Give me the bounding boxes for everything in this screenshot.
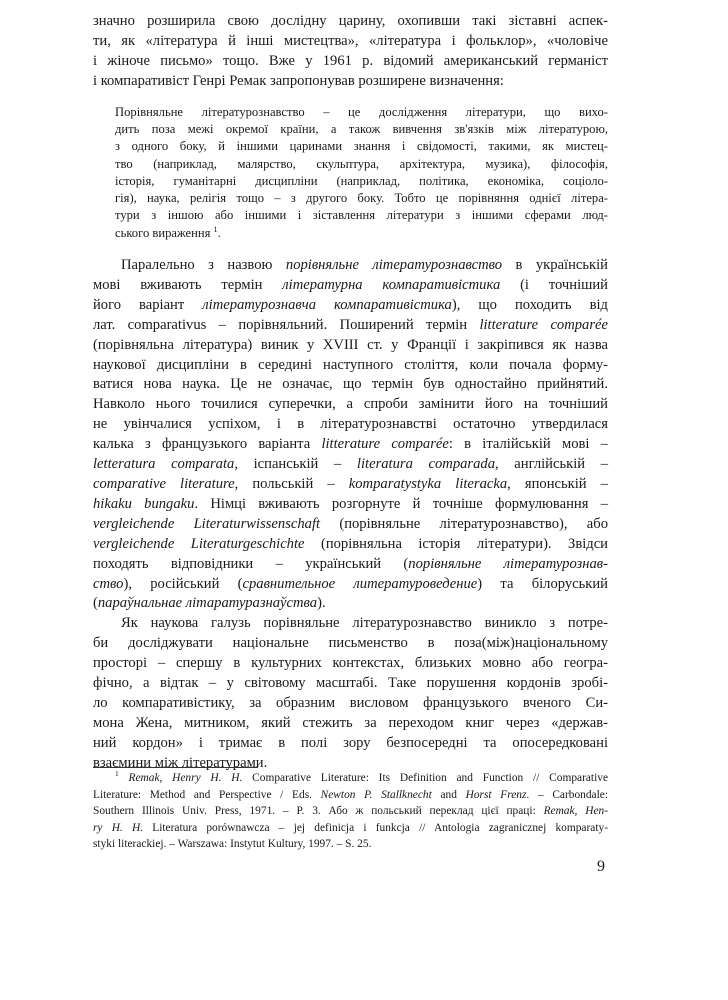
text-line: hikaku bungaku. Німці вживають розгорнуте й точніше формулювання – bbox=[93, 495, 608, 512]
text-line: ватися нова наука. Це не означає, що термін був одностайно прийнятий. bbox=[93, 376, 608, 393]
quote-line: тво (наприклад, малярство, скульптура, архітектура, музика), філософія, bbox=[115, 156, 608, 171]
text-line: його варіант літературознавча компаративістика), що походить від bbox=[93, 296, 608, 313]
text-line: Навколо нього точилися суперечки, а спроби замінити його на точніший bbox=[93, 396, 608, 413]
quote-punct: . bbox=[217, 225, 221, 240]
text-line: мона Жена, митником, який стежить за переходом книг через «держав- bbox=[93, 714, 608, 731]
footnote-reference: 1 bbox=[213, 224, 218, 234]
text-line: Паралельно з назвою порівняльне літературознавство в українській bbox=[121, 257, 608, 273]
quote-line: історія, гуманітарні дисципліни (наприклад, політика, економіка, соціоло- bbox=[115, 173, 608, 188]
text-line: калька з французького варіанта litterature comparée: в італійській мові – bbox=[93, 436, 608, 453]
text-line: просторі – спершу в культурних контекстах, близьких мовно або геогра- bbox=[93, 655, 608, 672]
text-line: ство), російський (сравнительное литературоведение) та білоруський bbox=[93, 575, 608, 592]
text-line: походять відповідники – український (порівняльне літературознав- bbox=[93, 555, 608, 572]
text-line: ти, як «література й інші мистецтва», «література і фольклор», «чоловіче bbox=[93, 32, 608, 49]
footnote-number: 1 bbox=[115, 769, 119, 779]
paragraph-continued bbox=[93, 12, 608, 92]
quote-line: дить поза межі окремої країни, а також вивчення зв'язків між літературою, bbox=[115, 121, 608, 136]
footnote-line: Southern Illinois Univ. Press, 1971. – P. 3. Або ж польський переклад цієї праці: Remak, Hen- bbox=[93, 805, 608, 818]
text-line: comparative literature, польській – komparatystyka literacka, японській – bbox=[93, 475, 608, 492]
text-line: (параўнальнае літаратуразнаўства). bbox=[93, 595, 326, 612]
text-line: фічно, а відтак – у світовому масштабі. Таке порушення кордонів зробі- bbox=[93, 675, 608, 692]
text-line: vergleichende Literaturwissenschaft (порівняльне літературознавство), або bbox=[93, 515, 608, 532]
text-line: би досліджувати національне письменство в поза(між)національному bbox=[93, 635, 608, 652]
text-line: і компаративіст Генрі Ремак запропонував розширене визначення: bbox=[93, 72, 504, 89]
quote-line: тури з іншою або іншими і зіставлення літератури з іншими сферами люд- bbox=[115, 208, 608, 223]
quote-line bbox=[115, 225, 608, 242]
text-line: ний кордон» і тримає в полі зору безпосередні та опосередковані bbox=[93, 734, 608, 751]
text-line: значно розширила свою дослідну царину, охопивши такі зіставні аспек- bbox=[93, 13, 608, 29]
footnote-line: styki literackiej. – Warszawa: Instytut Kultury, 1997. – S. 25. bbox=[93, 838, 372, 851]
text-line: наукової дисципліни в середині наступного століття, коли почала форму- bbox=[93, 356, 608, 373]
footnote-line: Literature: Method and Perspective / Eds. Newton P. Stallknecht and Horst Frenz. – Carbondale: bbox=[93, 788, 608, 801]
quote-line: з одного боку, й іншими царинами знання і свідомості, такими, як мистец- bbox=[115, 139, 608, 154]
footnote bbox=[93, 770, 608, 853]
text-line: Як наукова галузь порівняльне літературознавство виникло з потре- bbox=[121, 615, 608, 632]
block-quote bbox=[115, 104, 608, 242]
text-line: лат. comparativus – порівняльний. Поширений термін litterature comparée bbox=[93, 316, 608, 333]
footnote-divider bbox=[93, 767, 258, 768]
footnote-line: ry H. H. Literatura porównawcza – jej definicja i funkcja // Antologia zagranicznej komparaty- bbox=[93, 821, 608, 834]
quote-line: Порівняльне літературознавство – це дослідження літератури, що вихо- bbox=[115, 104, 608, 119]
page-number: 9 bbox=[597, 858, 605, 875]
text-line: vergleichende Literaturgeschichte (порівняльна історія літератури). Звідси bbox=[93, 535, 608, 552]
text-line: не увінчалися успіхом, і в літературознавстві остаточно утвердилася bbox=[93, 416, 608, 433]
paragraph-terminology bbox=[93, 256, 608, 614]
quote-text: ського вираження bbox=[115, 225, 211, 240]
footnote-line: $^1$ Remak, Henry H. H. Comparative Literature: Its Definition and Function // Comparative bbox=[115, 769, 608, 784]
paragraph-history bbox=[93, 614, 608, 773]
text-line: (порівняльна література) виник у XVIII ст. у Франції і закріпився як назва bbox=[93, 336, 608, 353]
text-line: letteratura comparata, іспанській – literatura comparada, англійській – bbox=[93, 456, 609, 473]
quote-line: гія), наука, релігія тощо – з другого боку. Тобто це порівняння однієї літера- bbox=[115, 191, 608, 206]
text-line: і жіноче письмо» тощо. Вже у 1961 р. відомий американський германіст bbox=[93, 52, 608, 69]
text-line: мові вживають термін літературна компаративістика (і точніший bbox=[93, 276, 608, 293]
text-line: взаємини між літературами. bbox=[93, 754, 268, 771]
page-body bbox=[93, 12, 608, 774]
text-line: ло компаративістику, за образним висловом французького вченого Си- bbox=[93, 694, 608, 711]
